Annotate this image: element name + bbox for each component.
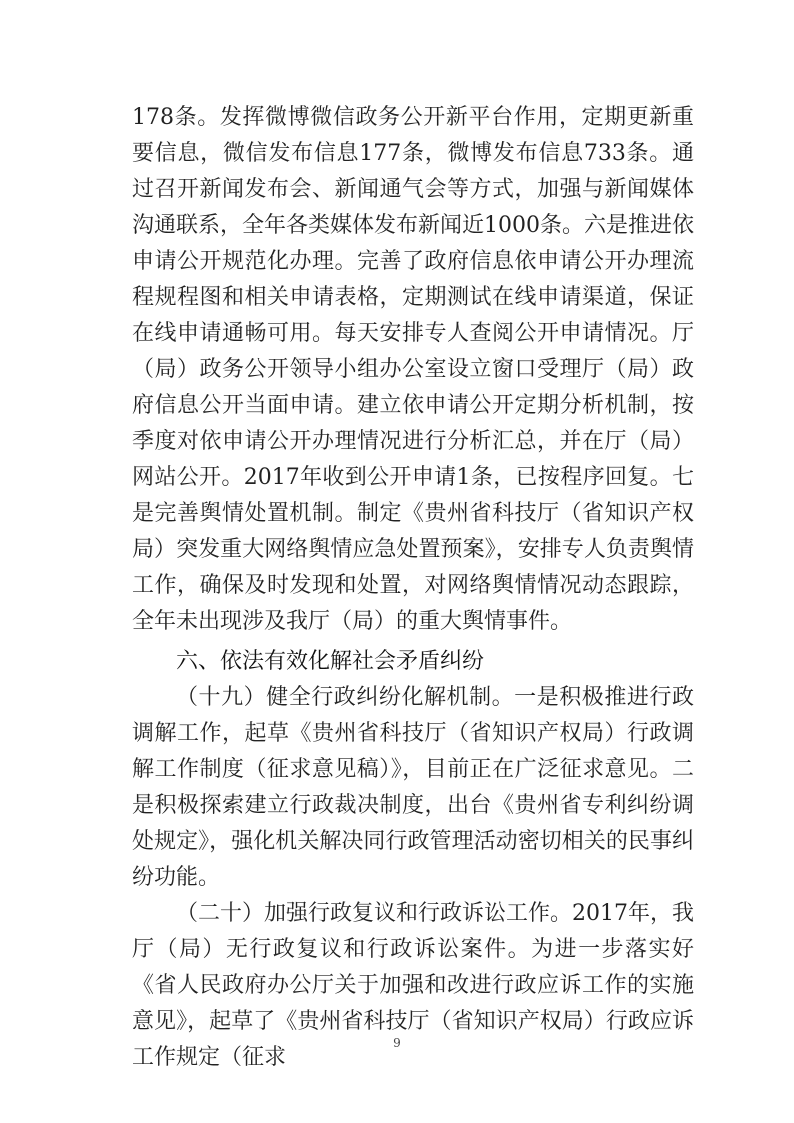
page-number: 9 bbox=[393, 1036, 401, 1050]
item-20-lead: （二十）加强行政复议和行政诉讼工作。 bbox=[176, 901, 573, 926]
item-19-text: 一是积极推进行政调解工作，起草《贵州省科技厅（省知识产权局）行政调解工作制度（征求意见稿）》，目前正在广泛征求意见。二是积极探索建立行政裁决制度，出台《贵州省专利纠纷调处规定》，强化机关解决同行政管理活动密切相关的民事纠纷功能。 bbox=[132, 685, 694, 890]
paragraph-continuation: 178条。发挥微博微信政务公开新平台作用，定期更新重要信息，微信发布信息177条，微博发布信息733条。通过召开新闻发布会、新闻通气会等方式，加强与新闻媒体沟通联系，全年各类媒体发布新闻近1000条。六是推进依申请公开规范化办理。完善了政府信息依申请公开办理流程规程图和相关申请表格，定期测试在线申请渠道，保证在线申请通畅可用。每天安排专人查阅公开申请情况。厅（局）政务公开领导小组办公室设立窗口受理厅（局）政府信息公开当面申请。建立依申请公开定期分析机制，按季度对依申请公开办理情况进行分析汇总，并在厅（局）网站公开。2017年收到公开申请1条，已按程序回复。七是完善舆情处置机制。制定《贵州省科技厅（省知识产权局）突发重大网络舆情应急处置预案》，安排专人负责舆情工作，确保及时发现和处置，对网络舆情情况动态跟踪，全年未出现涉及我厅（局）的重大舆情事件。 bbox=[132, 105, 694, 634]
section-heading: 六、依法有效化解社会矛盾纠纷 bbox=[176, 649, 485, 674]
document-body bbox=[132, 100, 694, 1076]
item-20-text: 2017年，我厅（局）无行政复议和行政诉讼案件。为进一步落实好《省人民政府办公厅关于加强和改进行政应诉工作的实施意见》，起草了《贵州省科技厅（省知识产权局）行政应诉工作规定（征求 bbox=[132, 901, 695, 1070]
item-19-lead: （十九）健全行政纠纷化解机制。 bbox=[176, 685, 515, 710]
paragraph-item-19 bbox=[132, 680, 694, 896]
